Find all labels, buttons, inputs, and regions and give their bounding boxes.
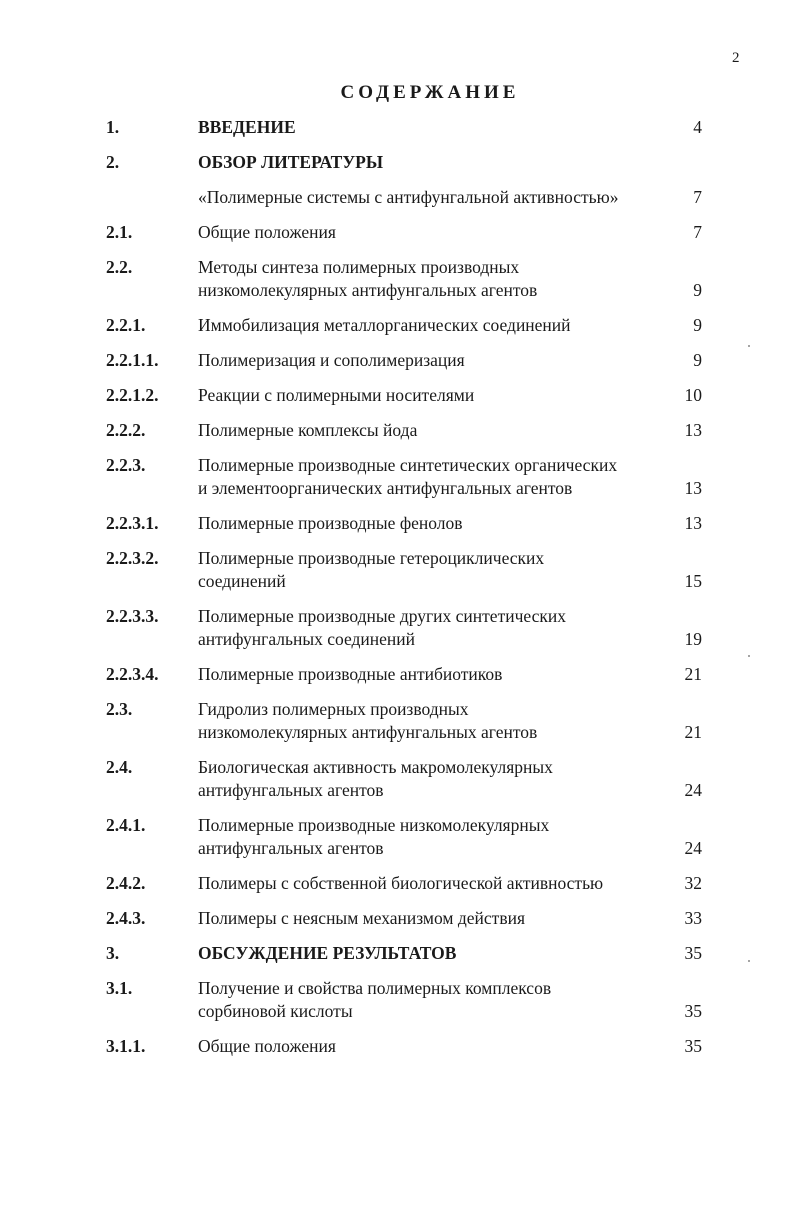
toc-entry-page: 33: [684, 908, 702, 928]
toc-entry: [106, 977, 702, 1023]
toc-entry-number: 3.1.1.: [106, 1036, 146, 1056]
toc-entry-number: 2.2.2.: [106, 420, 146, 440]
toc-entry: [106, 907, 702, 930]
toc-entry-page: 9: [693, 315, 702, 335]
toc-entry-title: Реакции с полимерными носителями: [198, 385, 475, 405]
toc-entry-number: 1.: [106, 117, 120, 137]
toc-entry-title: Общие положения: [198, 1036, 336, 1056]
toc-entry-title: Методы синтеза полимерных производных низкомолекулярных антифунгальных агентов: [198, 257, 538, 300]
toc-entry-page: 7: [693, 187, 702, 207]
toc-entry: [106, 186, 702, 209]
page-number: 2: [732, 50, 740, 66]
toc-entry: [106, 151, 702, 174]
toc-entry-page: 21: [684, 664, 702, 684]
toc-entry-number: 2.2.1.: [106, 315, 146, 335]
toc-entry: [106, 349, 702, 372]
toc-entry: [106, 256, 702, 302]
toc-entry-page: 35: [684, 1036, 702, 1056]
toc-entry-number: 2.2.3.1.: [106, 513, 159, 533]
toc-entry-title: Полимеризация и сополимеризация: [198, 350, 465, 370]
toc-entry-page: 9: [693, 350, 702, 370]
toc-entry: [106, 512, 702, 535]
toc-entry: [106, 116, 702, 139]
toc-entry-page: 13: [684, 420, 702, 440]
toc-entry-page: 35: [684, 943, 702, 963]
toc-entry-title: ОБСУЖДЕНИЕ РЕЗУЛЬТАТОВ: [198, 943, 457, 963]
toc-entry-number: 2.2.3.: [106, 455, 146, 475]
toc-entry: [106, 419, 702, 442]
toc-entry-number: 2.2.1.2.: [106, 385, 159, 405]
toc-entry-page: 24: [684, 838, 702, 858]
toc-entry-page: 24: [684, 780, 702, 800]
toc-entry: [106, 605, 702, 651]
scan-speck: [748, 960, 750, 962]
toc-entry-title: Полимеры с собственной биологической активностью: [198, 873, 604, 893]
toc-entry-page: 15: [684, 571, 702, 591]
toc-entry-title: Полимеры с неясным механизмом действия: [198, 908, 526, 928]
toc-entry: [106, 547, 702, 593]
toc-entry-title: Полимерные производные гетероциклических соединений: [198, 548, 545, 591]
toc-entry: [106, 454, 702, 500]
toc-entry-title: Гидролиз полимерных производных низкомолекулярных антифунгальных агентов: [198, 699, 538, 742]
toc-entry-number: 2.2.1.1.: [106, 350, 159, 370]
toc-entry-page: 7: [693, 222, 702, 242]
toc-entry-title: Полимерные комплексы йода: [198, 420, 418, 440]
toc-entry-number: 2.4.1.: [106, 815, 146, 835]
toc-entry: [106, 942, 702, 965]
toc-entry-number: 2.3.: [106, 699, 133, 719]
toc-entry-page: 13: [684, 478, 702, 498]
toc-entry-number: 3.1.: [106, 978, 133, 998]
toc-entry: [106, 756, 702, 802]
toc-entry: [106, 221, 702, 244]
scan-speck: [748, 655, 750, 657]
toc-entry-title: Общие положения: [198, 222, 336, 242]
toc-entry-number: 2.4.: [106, 757, 133, 777]
toc-entry: [106, 663, 702, 686]
toc-entry-title: Полимерные производные низкомолекулярных антифунгальных агентов: [198, 815, 550, 858]
toc-entry-number: 2.1.: [106, 222, 133, 242]
toc-entry-number: 2.: [106, 152, 120, 172]
toc-entry-number: 2.4.2.: [106, 873, 146, 893]
toc-entry-title: Полимерные производные фенолов: [198, 513, 463, 533]
toc-entry-title: ВВЕДЕНИЕ: [198, 117, 296, 137]
toc-entry: [106, 314, 702, 337]
toc-entry-number: 2.4.3.: [106, 908, 146, 928]
toc-entry-title: «Полимерные системы с антифунгальной активностью»: [198, 187, 619, 207]
toc-entry-title: ОБЗОР ЛИТЕРАТУРЫ: [198, 152, 384, 172]
toc-entry-title: Полимерные производные антибиотиков: [198, 664, 503, 684]
toc-entry-title: Иммобилизация металлорганических соединений: [198, 315, 571, 335]
toc-entry: [106, 698, 702, 744]
toc-entry-page: 35: [684, 1001, 702, 1021]
table-of-contents: [106, 116, 702, 1070]
toc-entry-title: Биологическая активность макромолекулярных антифунгальных агентов: [198, 757, 553, 800]
toc-entry-number: 2.2.3.2.: [106, 548, 159, 568]
toc-entry-page: 19: [684, 629, 702, 649]
scan-speck: [748, 345, 750, 347]
toc-entry-number: 3.: [106, 943, 120, 963]
toc-entry-title: Полимерные производные других синтетических антифунгальных соединений: [198, 606, 566, 649]
toc-entry: [106, 872, 702, 895]
toc-entry-page: 32: [684, 873, 702, 893]
toc-entry-page: 13: [684, 513, 702, 533]
toc-entry-title: Получение и свойства полимерных комплексов сорбиновой кислоты: [198, 978, 552, 1021]
toc-entry-page: 10: [684, 385, 702, 405]
toc-entry-title: Полимерные производные синтетических органических и элементоорганических антифунгальных агентов: [198, 455, 618, 498]
toc-entry-number: 2.2.3.4.: [106, 664, 159, 684]
toc-entry: [106, 1035, 702, 1058]
page-title: СОДЕРЖАНИЕ: [340, 82, 520, 103]
toc-entry-number: 2.2.3.3.: [106, 606, 159, 626]
toc-entry-number: 2.2.: [106, 257, 133, 277]
toc-entry-page: 9: [693, 280, 702, 300]
toc-entry: [106, 384, 702, 407]
toc-entry-page: 4: [693, 117, 702, 137]
toc-entry: [106, 814, 702, 860]
toc-entry-page: 21: [684, 722, 702, 742]
